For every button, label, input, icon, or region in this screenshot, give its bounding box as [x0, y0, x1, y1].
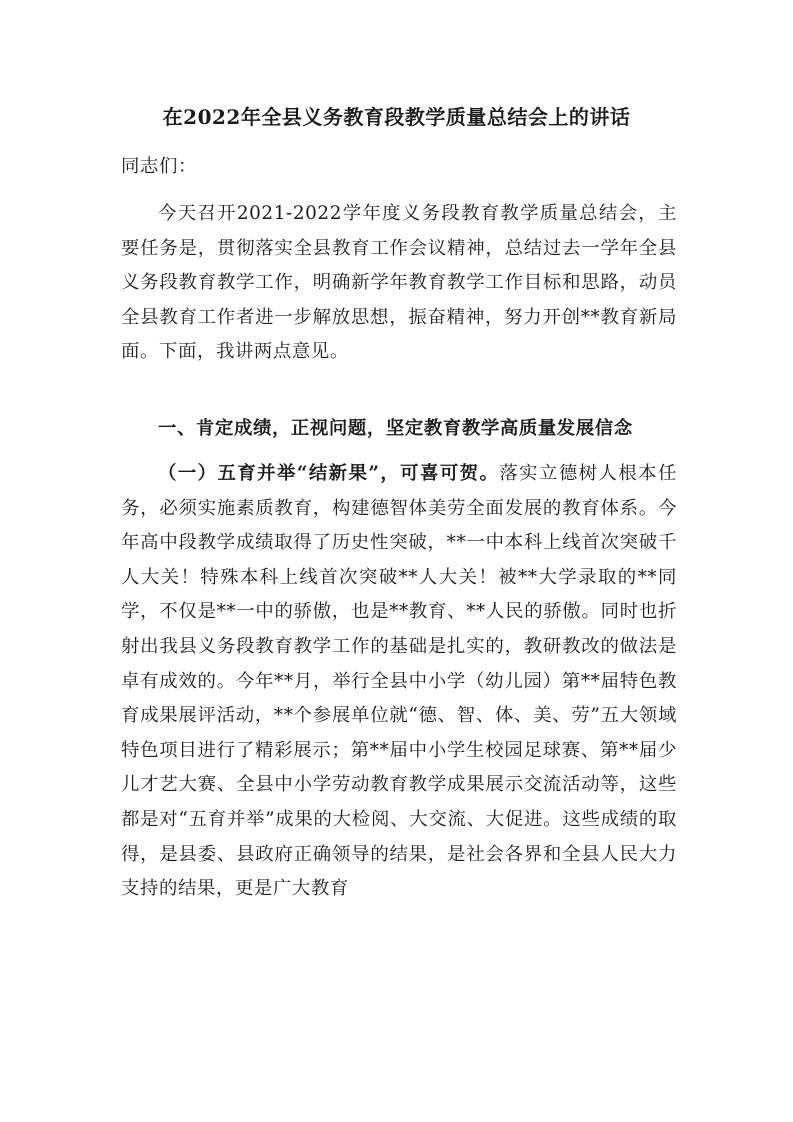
paragraph-intro: 今天召开2021-2022学年度义务段教育教学质量总结会，主要任务是，贯彻落实全县教育工作会议精神，总结过去一学年全县义务段教育教学工作，明确新学年教育教学工作目标和思路，动员全县教育工作者进一步解放思想，振奋精神，努力开创**教育新局面。下面，我讲两点意见。 — [121, 203, 677, 363]
subsection-text: 落实立德树人根本任务，必须实施素质教育，构建德智体美劳全面发展的教育体系。今年高中段教学成绩取得了历史性突破，**一中本科上线首次突破千人大关！特殊本科上线首次突破**人大关！被**大学录取的**同学，不仅是**一中的骄傲，也是**教育、**人民的骄傲。同时也折射出我县义务段教育教学工作的基础是扎实的，教研教改的做法是卓有成效的。今年**月，举行全县中小学（幼儿园）第**届特色教育成果展评活动，**个参展单位就“德、智、体、美、劳”五大领域特色项目进行了精彩展示；第**届中小学生校园足球赛、第**届少儿才艺大赛、全县中小学劳动教育教学成果展示交流活动等，这些都是对“五育并举”成果的大检阅、大交流、大促进。这些成绩的取得，是县委、县政府正确领导的结果，是社会各界和全县人民大力支持的结果，更是广大教育 — [121, 463, 677, 900]
paragraph-section1-sub1 — [121, 457, 677, 907]
salutation: 同志们： — [121, 156, 197, 177]
subsection-lead: （一）五育并举“结新果”，可喜可贺。 — [158, 463, 500, 484]
section-heading-1: 一、肯定成绩，正视问题，坚定教育教学高质量发展信念 — [158, 418, 633, 439]
document-title: 在2022年全县义务教育段教学质量总结会上的讲话 — [162, 105, 631, 129]
